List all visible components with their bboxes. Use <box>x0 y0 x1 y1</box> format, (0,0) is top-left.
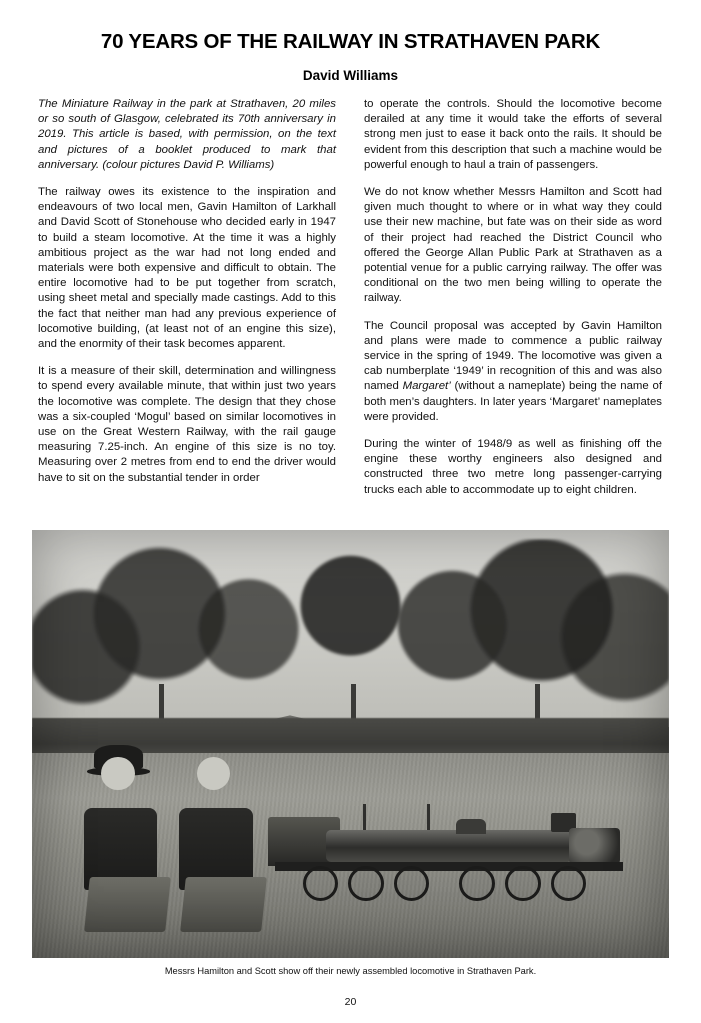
legs <box>84 877 171 932</box>
right-paragraph-3-part2: (without a nameplate) being the name of both men’s daughters. In later years ‘Margaret’ nameplates were provided. <box>364 380 663 423</box>
figure <box>32 530 669 978</box>
right-paragraph-3-part1: The Council proposal was accepted by Gavin Hamilton and plans were made to commence a public railway service in the spring of 1949. The locomotive was given a cab numberplate ‘1949’ in recognition of this and was also named <box>364 319 662 393</box>
left-paragraph-1: The railway owes its existence to the inspiration and endeavours of two local men, Gavin Hamilton of Larkhall and David Scott of Stonehouse who decided early in 1947 to build a steam locomotive. At the time it was a highly ambitious project as the war had not long ended and materials were both expensive and difficult to obtain. The entire locomotive had to be put together from scratch, using sheet metal and specially made castings. Add to this the fact that neither man had any previous experience of locomotive building, (at least not of an engine this size), and the enormity of their task becomes apparent. <box>38 186 336 351</box>
head <box>101 757 134 790</box>
loco-wheels <box>289 868 616 902</box>
loco-boiler <box>326 830 573 862</box>
figure-caption: Messrs Hamilton and Scott show off their newly assembled locomotive in Strathaven Park. <box>164 966 537 976</box>
article-columns <box>38 97 663 510</box>
wheel <box>394 866 429 901</box>
head <box>197 757 230 790</box>
right-paragraph-1: to operate the controls. Should the locomotive become derailed at any time it would take the efforts of several strong men just to ease it back onto the rails. It should be evident from this description that such a machine would be powerful enough to haul a train of passengers. <box>364 98 662 171</box>
intro-paragraph: The Miniature Railway in the park at Strathaven, 20 miles or so south of Glasgow, celebrated its 70th anniversary in 2019. This article is based, with permission, on the text and pictures of a booklet produced to mark that anniversary. (colour pictures David P. Williams) <box>38 98 336 171</box>
page-number: 20 <box>344 996 357 1008</box>
left-column <box>38 97 336 510</box>
right-paragraph-4: During the winter of 1948/9 as well as finishing off the engine these worthy engineers also designed and constructed three two metre long passenger-carrying trucks each able to accommodate up to eight children. <box>364 438 662 496</box>
man-without-hat <box>172 757 260 928</box>
author-byline: David Williams <box>302 68 399 83</box>
left-paragraph-2: It is a measure of their skill, determination and willingness to spend every available minute, that within just two years the locomotive was complete. The design that they chose was a six-coupled ‘Mogul’ based on similar locomotives in use on the Great Western Railway, with the rail gauge measuring 7.25-inch. An engine of this size is no toy. Measuring over 2 metres from end to end the driver would have to sit on the substantial tender in order <box>38 365 336 484</box>
wheel <box>348 866 383 901</box>
right-paragraph-2: We do not know whether Messrs Hamilton and Scott had given much thought to where or in what way they could use their new machine, but fate was on their side as word of their project had reached the District Council who offered the George Allan Public Park at Strathaven as a potential venue for a public carrying railway. The offer was conditional on the two men being willing to operate the railway. <box>364 186 662 305</box>
photo-locomotive-and-men <box>32 530 669 958</box>
right-column <box>364 97 662 510</box>
margaret-name-italic: Margaret’ <box>402 380 451 393</box>
loco-dome <box>456 819 485 834</box>
wheel <box>459 866 494 901</box>
page-title: 70 YEARS OF THE RAILWAY IN STRATHAVEN PARK <box>100 30 601 53</box>
man-with-hat <box>77 757 165 928</box>
legs <box>180 877 267 932</box>
miniature-locomotive <box>268 817 631 911</box>
photo-two-men <box>77 757 268 928</box>
wheel <box>505 866 540 901</box>
right-paragraph-3 <box>364 319 662 425</box>
wheel <box>303 866 338 901</box>
loco-smokebox <box>569 828 620 864</box>
wheel <box>551 866 586 901</box>
